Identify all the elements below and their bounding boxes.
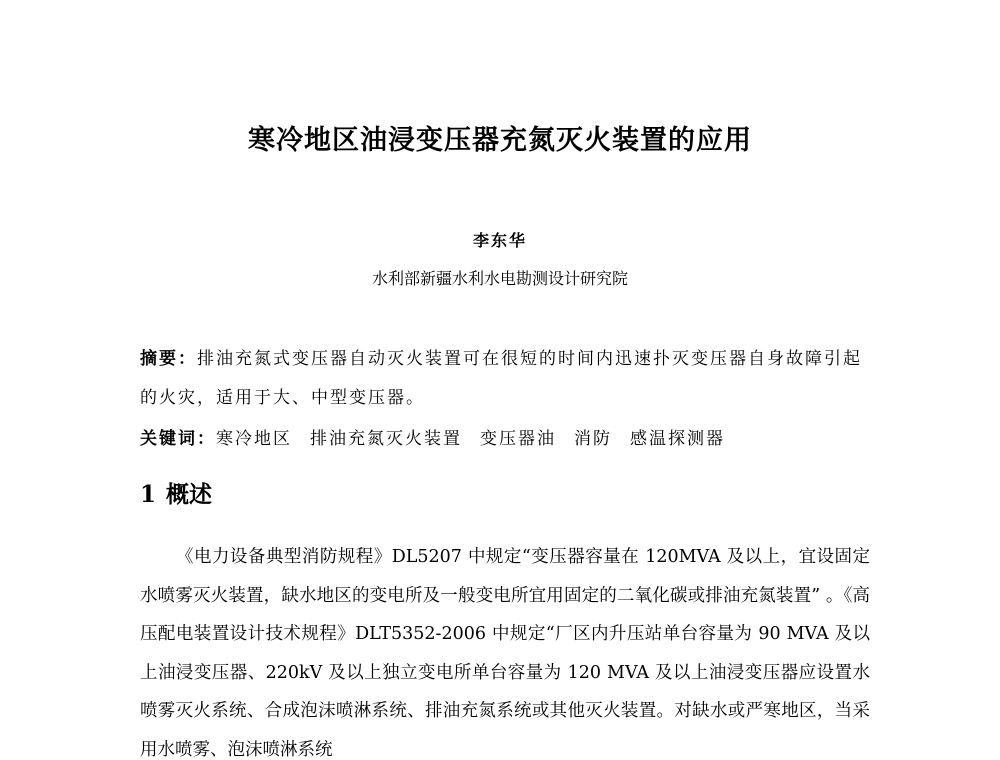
section-title: 概述 xyxy=(166,481,213,508)
body-paragraph: 《电力设备典型消防规程》DL5207 中规定“变压器容量在 120MVA 及以上，宜设固定水喷雾灭火装置，缺水地区的变电所及一般变电所宜用固定的二氧化碳或排油充氮装置” 。《高压配电装置设计技术规程》DLT5352-2006 中规定“厂区内升压站单台容量为 90 MVA 及以上油浸变压器、220kV 及以上独立变电所单台容量为 120 MVA 及以上油浸变压器应设置水喷雾灭火系统、合成泡沫喷淋系统、排油充氮系统或其他灭火装置。对缺水或严寒地区，当采用水喷雾、泡沫喷淋系统 xyxy=(140,547,870,760)
abstract-text: 排油充氮式变压器自动灭火装置可在很短的时间内迅速扑灭变压器自身故障引起的火灾，适用于大、中型变压器。 xyxy=(140,349,862,408)
author-name: 李东华 xyxy=(472,231,527,250)
author-affiliation: 水利部新疆水利水电勘测设计研究院 xyxy=(371,269,628,288)
section-heading xyxy=(140,476,212,509)
keyword-item: 消防 xyxy=(574,429,612,449)
paper-title: 寒冷地区油浸变压器充氮灭火装置的应用 xyxy=(248,125,752,156)
keyword-item: 寒冷地区 xyxy=(216,429,292,449)
keyword-item: 变压器油 xyxy=(480,429,556,449)
keywords-label: 关键词： xyxy=(140,429,216,449)
keywords xyxy=(140,424,900,454)
keyword-item: 感温探测器 xyxy=(630,429,725,449)
abstract-label: 摘要： xyxy=(140,349,197,369)
section-number: 1 xyxy=(140,481,157,508)
abstract xyxy=(140,340,870,418)
keyword-item: 排油充氮灭火装置 xyxy=(310,429,462,449)
